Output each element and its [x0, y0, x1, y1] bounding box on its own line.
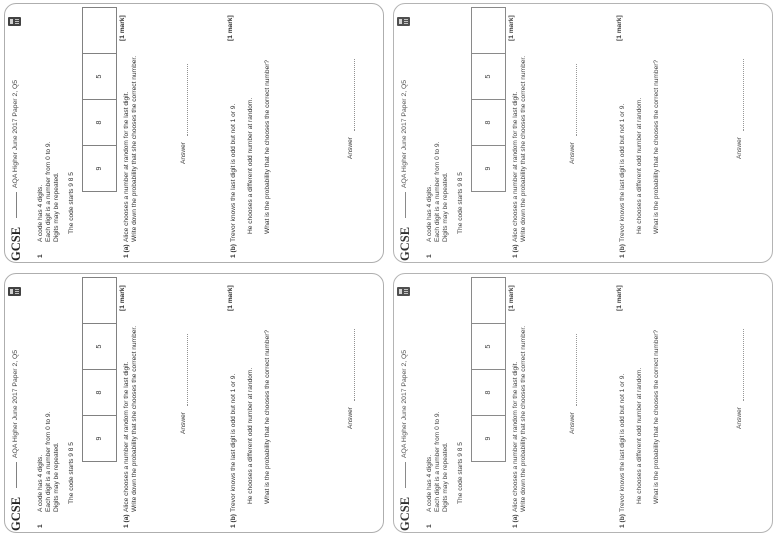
part-a-label: 1 (a) — [512, 244, 519, 258]
header-rule — [16, 192, 17, 218]
header-rule — [405, 462, 406, 488]
code-digit-box: 9 — [471, 415, 506, 462]
question-number: 1 — [37, 254, 44, 258]
code-digit-box-empty[interactable] — [471, 277, 506, 324]
part-b-marks: [1 mark] — [616, 15, 623, 41]
worksheet-card — [4, 273, 384, 533]
part-a-marks: [1 mark] — [508, 285, 515, 311]
gcse-logo: GCSE — [398, 226, 412, 261]
part-a-text: Write down the probability that she chooses the correct number. — [520, 55, 527, 242]
part-b-text: Trevor knows the last digit is odd but not 1 or 9. — [619, 373, 626, 512]
answer-line[interactable] — [187, 64, 188, 136]
code-digit-box: 9 — [82, 145, 117, 192]
answer-label: Answer — [347, 407, 354, 429]
part-a-text: Alice chooses a number at random for the last digit. — [123, 91, 130, 242]
code-digit-box: 9 — [471, 145, 506, 192]
part-a-marks: [1 mark] — [119, 15, 126, 41]
code-digit-boxes — [82, 277, 117, 461]
code-digit-box: 5 — [82, 53, 117, 100]
worksheet-page — [5, 274, 384, 533]
part-a-label: 1 (a) — [123, 514, 130, 528]
part-b-label: 1 (b) — [230, 244, 237, 258]
worksheet-page — [394, 274, 773, 533]
part-b-text: Trevor knows the last digit is odd but not 1 or 9. — [619, 103, 626, 242]
worksheet-page — [394, 4, 773, 263]
answer-label: Answer — [347, 137, 354, 159]
part-b-text: Trevor knows the last digit is odd but not 1 or 9. — [230, 103, 237, 242]
code-starts-text: The code starts 9 8 5 — [457, 442, 464, 504]
paper-title: AQA Higher June 2017 Paper 2, Q5 — [12, 79, 19, 188]
gcse-logo: GCSE — [398, 496, 412, 531]
part-b-text: Trevor knows the last digit is odd but not 1 or 9. — [230, 373, 237, 512]
header-rule — [16, 462, 17, 488]
part-b-label: 1 (b) — [619, 514, 626, 528]
intro-line: A code has 4 digits. — [426, 184, 433, 242]
part-b-marks: [1 mark] — [227, 15, 234, 41]
code-digit-box-empty[interactable] — [82, 277, 117, 324]
code-digit-box: 9 — [82, 415, 117, 462]
code-digit-box: 5 — [471, 53, 506, 100]
answer-label: Answer — [736, 137, 743, 159]
answer-line[interactable] — [743, 329, 744, 401]
code-digit-box-empty[interactable] — [471, 7, 506, 54]
code-digit-boxes — [471, 277, 506, 461]
answer-label: Answer — [736, 407, 743, 429]
worksheet-card — [393, 3, 773, 263]
answer-line[interactable] — [354, 329, 355, 401]
part-b-text: He chooses a different odd number at random. — [247, 97, 254, 234]
paper-title: AQA Higher June 2017 Paper 2, Q5 — [401, 79, 408, 188]
part-b-marks: [1 mark] — [227, 285, 234, 311]
question-number: 1 — [37, 524, 44, 528]
answer-line[interactable] — [743, 59, 744, 131]
intro-line: Each digit is a number from 0 to 9. — [45, 411, 52, 512]
calculator-icon — [8, 287, 21, 296]
answer-line[interactable] — [187, 334, 188, 406]
part-b-question: What is the probability that he chooses the correct number? — [653, 329, 660, 504]
code-digit-box-empty[interactable] — [82, 7, 117, 54]
part-b-label: 1 (b) — [230, 514, 237, 528]
part-b-text: He chooses a different odd number at random. — [636, 97, 643, 234]
part-a-label: 1 (a) — [512, 514, 519, 528]
intro-line: Digits may be repeated. — [442, 172, 449, 242]
intro-line: Each digit is a number from 0 to 9. — [434, 141, 441, 242]
part-b-question: What is the probability that he chooses the correct number? — [264, 59, 271, 234]
worksheet-page — [5, 4, 384, 263]
intro-line: A code has 4 digits. — [37, 454, 44, 512]
intro-line: Each digit is a number from 0 to 9. — [434, 411, 441, 512]
calculator-icon — [8, 17, 21, 26]
code-starts-text: The code starts 9 8 5 — [68, 172, 75, 234]
calculator-icon — [397, 287, 410, 296]
intro-line: A code has 4 digits. — [426, 454, 433, 512]
part-a-text: Write down the probability that she chooses the correct number. — [131, 55, 138, 242]
code-starts-text: The code starts 9 8 5 — [457, 172, 464, 234]
question-number: 1 — [426, 524, 433, 528]
part-a-text: Write down the probability that she chooses the correct number. — [520, 325, 527, 512]
part-b-label: 1 (b) — [619, 244, 626, 258]
code-digit-boxes — [471, 7, 506, 191]
part-a-text: Alice chooses a number at random for the last digit. — [512, 361, 519, 512]
answer-label: Answer — [569, 412, 576, 434]
part-b-text: He chooses a different odd number at random. — [636, 367, 643, 504]
intro-line: Digits may be repeated. — [53, 172, 60, 242]
code-starts-text: The code starts 9 8 5 — [68, 442, 75, 504]
calculator-icon — [397, 17, 410, 26]
question-number: 1 — [426, 254, 433, 258]
code-digit-boxes — [82, 7, 117, 191]
intro-line: Digits may be repeated. — [442, 442, 449, 512]
code-digit-box: 8 — [82, 99, 117, 146]
part-a-text: Alice chooses a number at random for the last digit. — [123, 361, 130, 512]
paper-title: AQA Higher June 2017 Paper 2, Q5 — [401, 349, 408, 458]
answer-label: Answer — [180, 142, 187, 164]
code-digit-box: 5 — [82, 323, 117, 370]
intro-line: Each digit is a number from 0 to 9. — [45, 141, 52, 242]
answer-line[interactable] — [576, 334, 577, 406]
part-a-marks: [1 mark] — [508, 15, 515, 41]
answer-line[interactable] — [354, 59, 355, 131]
gcse-logo: GCSE — [9, 226, 23, 261]
part-a-text: Alice chooses a number at random for the last digit. — [512, 91, 519, 242]
paper-title: AQA Higher June 2017 Paper 2, Q5 — [12, 349, 19, 458]
header-rule — [405, 192, 406, 218]
part-b-text: He chooses a different odd number at random. — [247, 367, 254, 504]
intro-line: A code has 4 digits. — [37, 184, 44, 242]
part-a-marks: [1 mark] — [119, 285, 126, 311]
code-digit-box: 8 — [471, 369, 506, 416]
gcse-logo: GCSE — [9, 496, 23, 531]
part-a-label: 1 (a) — [123, 244, 130, 258]
part-a-text: Write down the probability that she chooses the correct number. — [131, 325, 138, 512]
code-digit-box: 5 — [471, 323, 506, 370]
answer-line[interactable] — [576, 64, 577, 136]
worksheet-card — [393, 273, 773, 533]
worksheet-card — [4, 3, 384, 263]
answer-label: Answer — [180, 412, 187, 434]
part-b-question: What is the probability that he chooses the correct number? — [264, 329, 271, 504]
intro-line: Digits may be repeated. — [53, 442, 60, 512]
part-b-question: What is the probability that he chooses the correct number? — [653, 59, 660, 234]
answer-label: Answer — [569, 142, 576, 164]
code-digit-box: 8 — [471, 99, 506, 146]
code-digit-box: 8 — [82, 369, 117, 416]
part-b-marks: [1 mark] — [616, 285, 623, 311]
